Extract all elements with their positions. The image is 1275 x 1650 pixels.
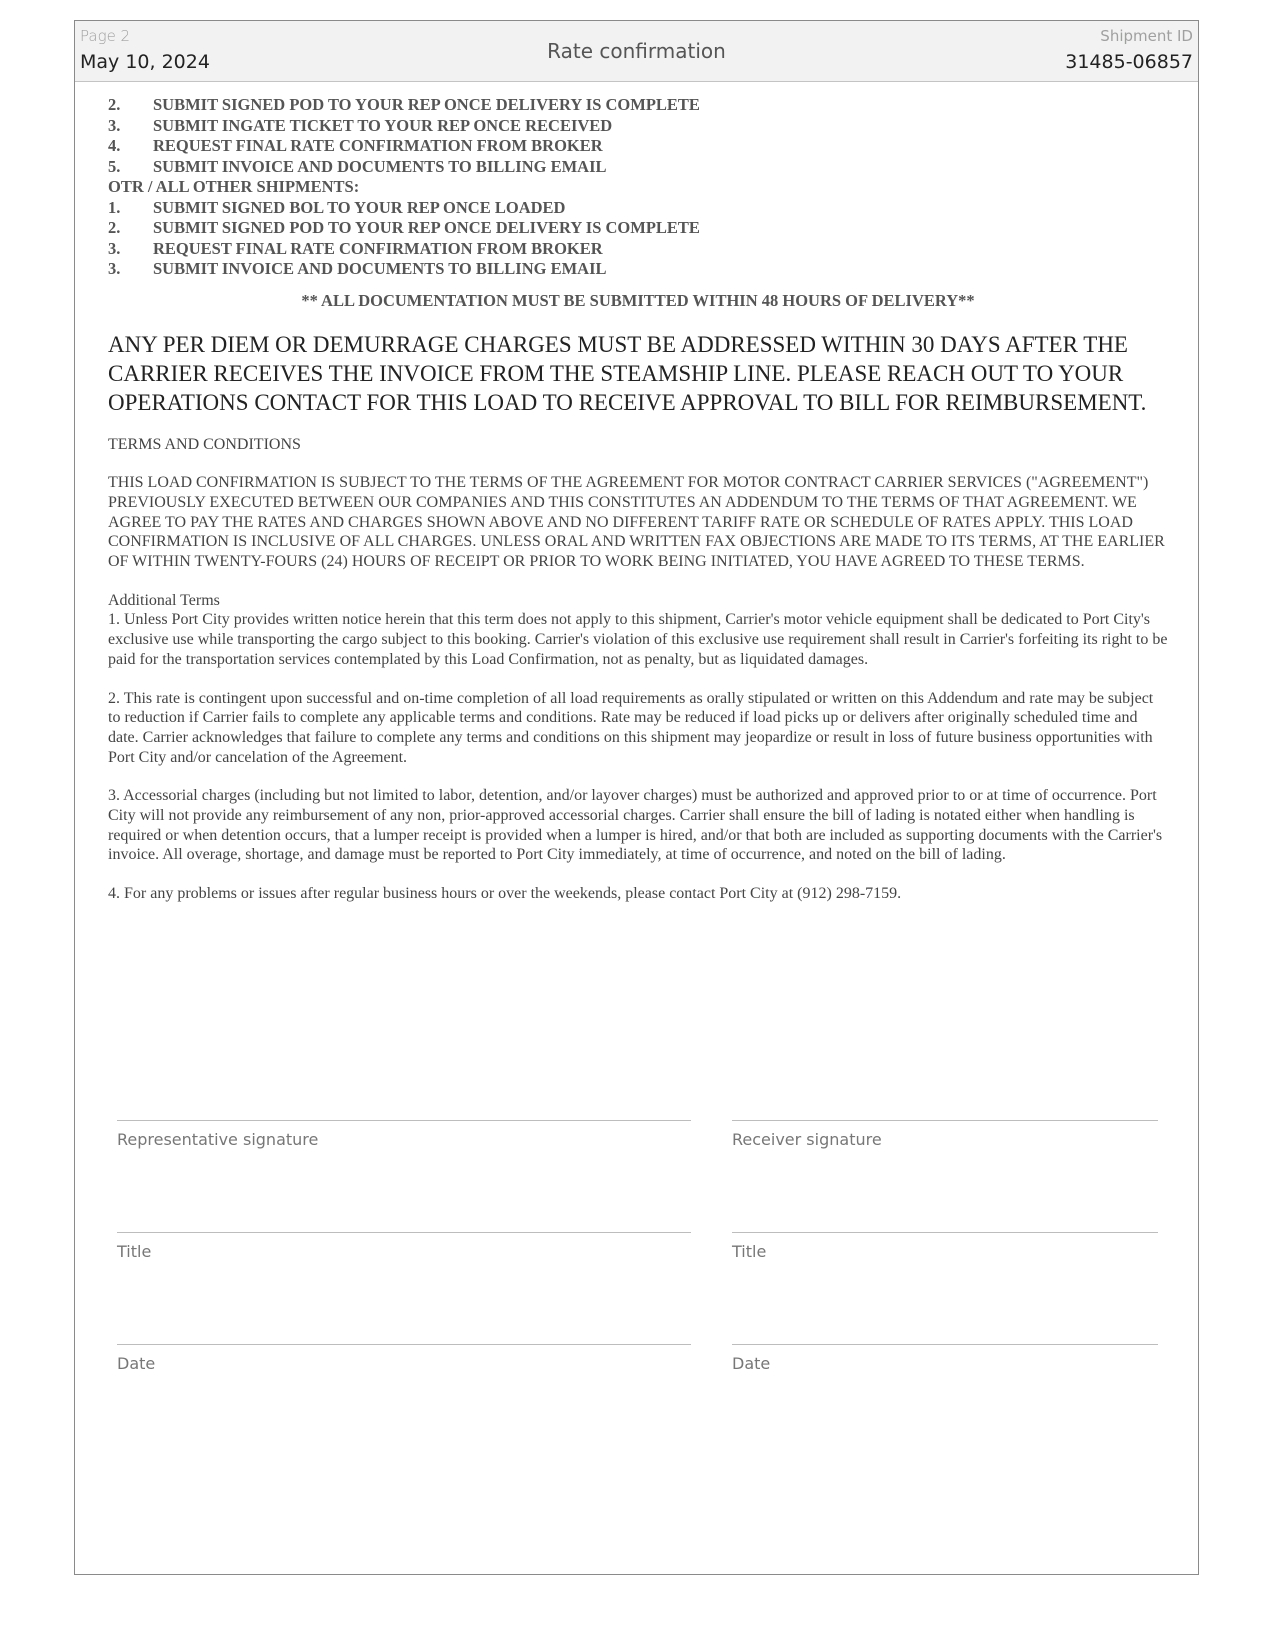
instruction-number: 5. [108,156,121,176]
shipment-id-label: Shipment ID [1100,27,1193,45]
instruction-item [108,136,1168,157]
instruction-number: 3. [108,115,121,135]
instruction-item [108,218,1168,239]
receiver-signature-label: Receiver signature [732,1130,882,1149]
instruction-text: SUBMIT INVOICE AND DOCUMENTS TO BILLING EMAIL [153,156,607,176]
additional-term: 4. For any problems or issues after regular business hours or over the weekends, please contact Port City at (912) 298-7159. [108,885,902,903]
terms-heading: TERMS AND CONDITIONS [108,435,301,453]
receiver-date-label: Date [732,1354,771,1373]
additional-term: 3. Accessorial charges (including but not limited to labor, detention, and/or layover charges) must be authorized and approved prior to or at time of occurrence. Port City will not provide any reimbursement of any non, prior-approved accessorial charges. Carrier shall ensure the bill of lading is notated either when handling is required or when detention occurs, that a lumper receipt is provided when a lumper is hired, and/or that both are included as supporting documents with the Carrier's invoice. All overage, shortage, and damage must be reported to Port City immediately, at time of occurrence, and noted on the bill of lading. [108,787,1163,864]
additional-term: 2. This rate is contingent upon successful and on-time completion of all load requirements as orally stipulated or written on this Addendum and rate may be subject to reduction if Carrier fails to complete any applicable terms and conditions. Rate may be reduced if load picks up or delivers after originally scheduled time and date. Carrier acknowledges that failure to complete any terms and conditions on this shipment may jeopardize or result in loss of future business opportunities with Port City and/or cancelation of the Agreement. [108,689,1154,766]
instruction-number: 2. [108,95,121,114]
receiver-signature-line[interactable] [732,1120,1158,1121]
otr-heading: OTR / ALL OTHER SHIPMENTS: [108,177,360,196]
instructions-list [108,95,1168,280]
instruction-item [108,198,1168,219]
terms-body: THIS LOAD CONFIRMATION IS SUBJECT TO THE TERMS OF THE AGREEMENT FOR MOTOR CONTRACT CARRIER SERVICES ("AGREEMENT") PREVIOUSLY EXECUTED BETWEEN OUR COMPANIES AND THIS CONSTITUTES AN ADDENDUM TO THE TERMS OF THAT AGREEMENT. WE AGREE TO PAY THE RATES AND CHARGES SHOWN ABOVE AND NO DIFFERENT TARIFF RATE OR SCHEDULE OF RATES APPLY. THIS LOAD CONFIRMATION IS INCLUSIVE OF ALL CHARGES. UNLESS ORAL AND WRITTEN FAX OBJECTIONS ARE MADE TO ITS TERMS, AT THE EARLIER OF WITHIN TWENTY-FOURS (24) HOURS OF RECEIPT OR PRIOR TO WORK BEING INITIATED, YOU HAVE AGREED TO THESE TERMS. [108,474,1165,571]
additional-terms-heading: Additional Terms [108,591,220,609]
instruction-item [108,95,1168,116]
instruction-text: REQUEST FINAL RATE CONFIRMATION FROM BROKER [153,238,603,258]
instruction-item [108,157,1168,178]
per-diem-notice: ANY PER DIEM OR DEMURRAGE CHARGES MUST BE ADDRESSED WITHIN 30 DAYS AFTER THE CARRIER RECEIVES THE INVOICE FROM THE STEAMSHIP LINE. PLEASE REACH OUT TO YOUR OPERATIONS CONTACT FOR THIS LOAD TO RECEIVE APPROVAL TO BILL FOR REIMBURSEMENT. [108,331,1147,415]
receiver-title-line[interactable] [732,1232,1158,1233]
instruction-number: 4. [108,136,121,155]
representative-signature-line[interactable] [117,1120,691,1121]
instruction-text: SUBMIT SIGNED POD TO YOUR REP ONCE DELIVERY IS COMPLETE [153,218,700,237]
instruction-number: 3. [108,259,121,278]
document-body [108,95,1168,904]
representative-title-label: Title [117,1242,152,1261]
documentation-notice: ** ALL DOCUMENTATION MUST BE SUBMITTED WITHIN 48 HOURS OF DELIVERY** [301,290,975,310]
representative-date-label: Date [117,1354,156,1373]
instruction-number: 3. [108,238,121,258]
instruction-item [108,116,1168,137]
instruction-item [108,239,1168,260]
instruction-text: SUBMIT INVOICE AND DOCUMENTS TO BILLING EMAIL [153,259,607,278]
instruction-item [108,259,1168,280]
page-header [75,21,1198,82]
instruction-number: 2. [108,218,121,237]
document-title: Rate confirmation [547,39,726,63]
representative-date-line[interactable] [117,1344,691,1345]
instruction-number: 1. [108,197,121,217]
shipment-id-value: 31485-06857 [1065,51,1193,73]
representative-signature-label: Representative signature [117,1130,319,1149]
instruction-text: SUBMIT INGATE TICKET TO YOUR REP ONCE RECEIVED [153,115,613,135]
instruction-text: SUBMIT SIGNED BOL TO YOUR REP ONCE LOADED [153,197,566,217]
instruction-text: REQUEST FINAL RATE CONFIRMATION FROM BROKER [153,136,603,155]
receiver-title-label: Title [732,1242,767,1261]
receiver-date-line[interactable] [732,1344,1158,1345]
page-number: Page 2 [80,27,131,45]
additional-term: 1. Unless Port City provides written notice herein that this term does not apply to this shipment, Carrier's motor vehicle equipment shall be dedicated to Port City's exclusive use while transporting the cargo subject to this booking. Carrier's violation of this exclusive use requirement shall result in Carrier's forfeiting its right to be paid for the transportation services contemplated by this Load Confirmation, not as penalty, but as liquidated damages. [108,611,1168,668]
document-date: May 10, 2024 [80,51,210,73]
document-page [74,20,1199,1575]
instruction-text: SUBMIT SIGNED POD TO YOUR REP ONCE DELIVERY IS COMPLETE [153,95,700,114]
representative-title-line[interactable] [117,1232,691,1233]
